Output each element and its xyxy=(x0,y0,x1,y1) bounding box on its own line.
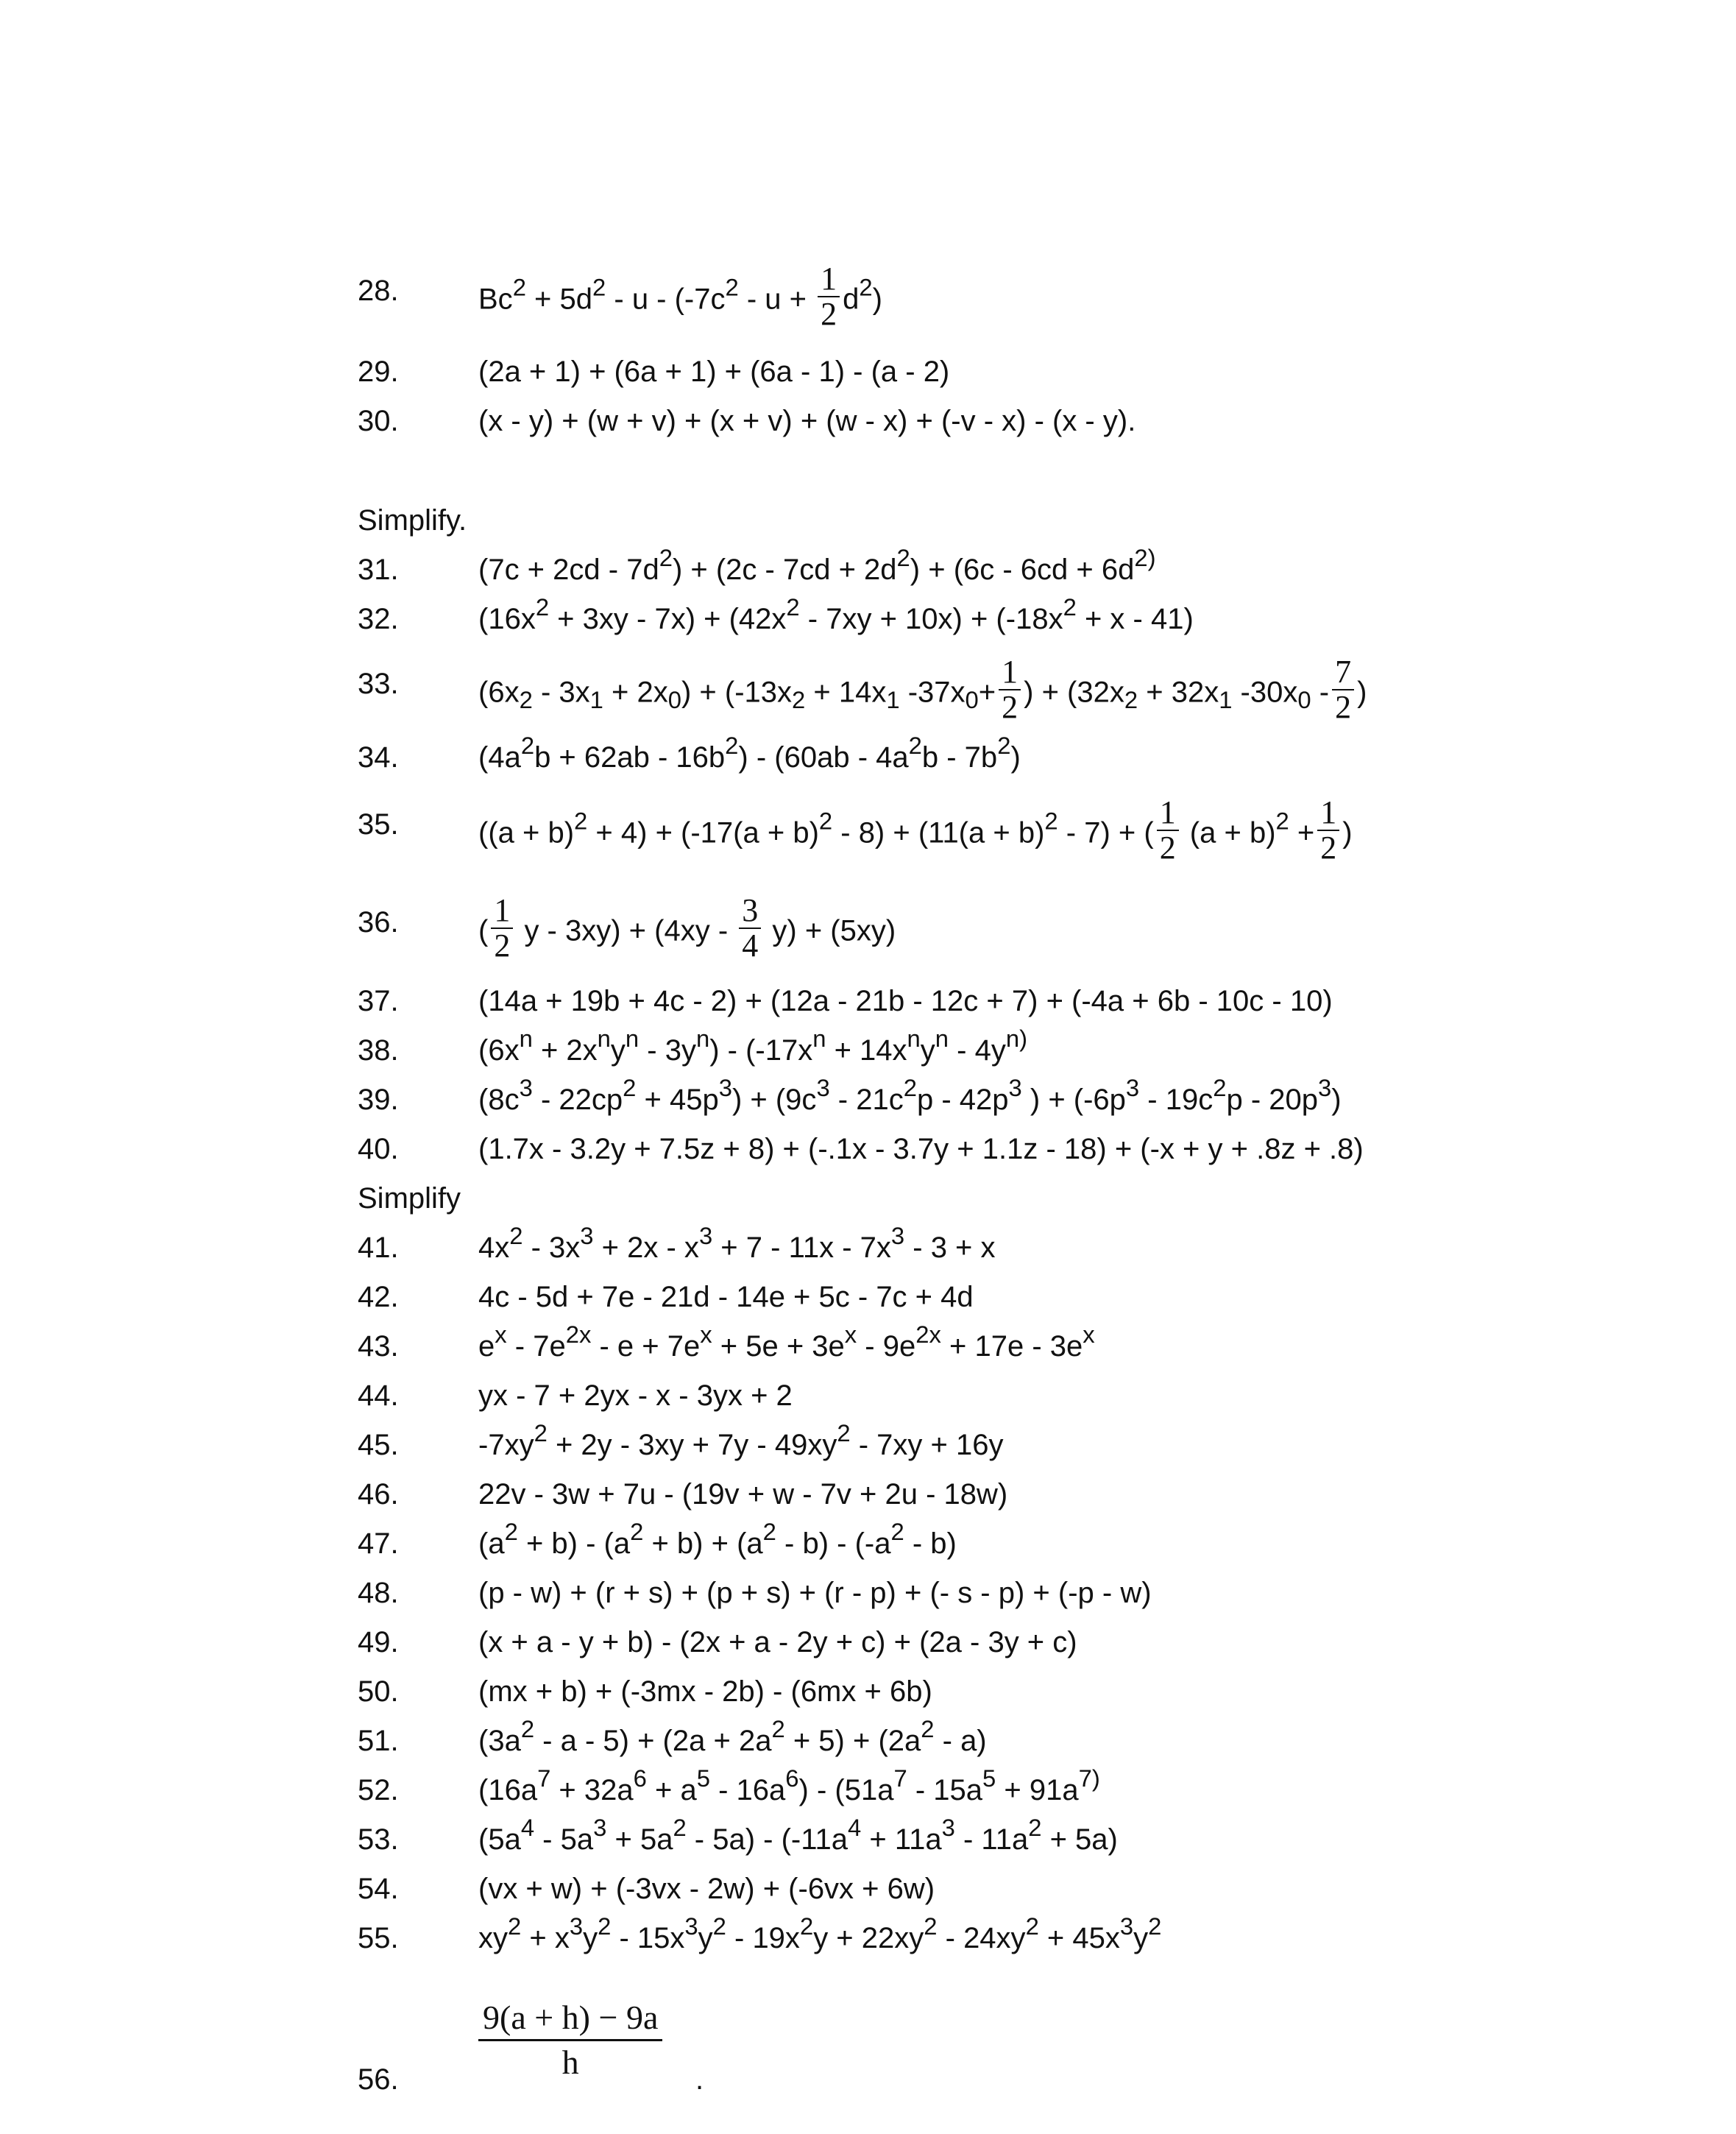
problem-41 xyxy=(0,1223,1736,1272)
problem-number: 32. xyxy=(358,603,399,635)
problem-number: 30. xyxy=(358,405,399,437)
problem-expression: (vx + w) + (-3vx - 2w) + (-6vx + 6w) xyxy=(478,1873,935,1905)
section-heading: Simplify. xyxy=(358,504,467,537)
problem-expression: $Bc^2 + 5d^2 - u - (-7c^2 - u$ + $\frac{1}{2}$ $d^2$) xyxy=(478,261,882,332)
problem-expression: 22v - 3w + 7u - (19v + w - 7v + 2u - 18w) xyxy=(478,1478,1008,1511)
difference-quotient-fraction xyxy=(478,1996,662,2084)
problem-expression: (mx + b) + (-3mx - 2b) - (6mx + 6b) xyxy=(478,1675,932,1708)
problem-47 xyxy=(0,1519,1736,1568)
problem-expression: $(16a^7 + 32a^6 + a^5 - 16a^6) - (51a^7 - 15a^5 + 91a^{7)}$ xyxy=(478,1764,1100,1806)
problem-expression: $-7xy^2 + 2y - 3xy + 7y - 49xy^2 - 7xy + 16y$ xyxy=(478,1418,1004,1461)
problem-42 xyxy=(0,1273,1736,1321)
fraction-denominator: h xyxy=(561,2043,579,2081)
problem-expression: $(7c + 2cd - 7d^2) + (2c - 7cd + 2d^2) + (6c - 6cd + 6d^{2)}$ xyxy=(478,543,1156,586)
problem-number: 50. xyxy=(358,1675,399,1708)
problem-52 xyxy=(0,1766,1736,1815)
problem-32 xyxy=(0,595,1736,643)
problem-46 xyxy=(0,1470,1736,1519)
problem-number: 46. xyxy=(358,1478,399,1511)
problem-number: 43. xyxy=(358,1330,399,1363)
problem-expression: $(a^2 + b) - (a^2 + b) + (a^2 - b) - (-a^2 - b)$ xyxy=(478,1517,957,1560)
problem-37 xyxy=(0,977,1736,1025)
problem-49 xyxy=(0,1618,1736,1667)
problem-number: 31. xyxy=(358,554,399,586)
problem-expression: $e^x - 7e^{2x} - e + 7e^x + 5e + 3e^x - 9e^{2x} + 17e - 3e^x$ xyxy=(478,1320,1095,1363)
trailing-period: . xyxy=(695,2063,704,2096)
problem-30 xyxy=(0,397,1736,445)
problem-expression: (p - w) + (r + s) + (p + s) + (r - p) + (- s - p) + (-p - w) xyxy=(478,1577,1152,1609)
problem-number: 42. xyxy=(358,1281,399,1313)
problem-number: 45. xyxy=(358,1429,399,1461)
problem-29 xyxy=(0,347,1736,396)
problem-56 xyxy=(0,2055,1736,2104)
problem-45 xyxy=(0,1418,1736,1469)
problem-38 xyxy=(0,1026,1736,1075)
problem-48 xyxy=(0,1569,1736,1617)
problem-expression: $(16x^2 + 3xy - 7x) + (42x^2 - 7xy + 10x) + (-18x^2 + x - 41)$ xyxy=(478,593,1194,635)
problem-expression: $(8c^3 - 22cp^2 + 45p^3) + (9c^3 - 21c^2p - 42p^3$ ) + $(-6p^3 - 19c^2p - 20p^3)$ xyxy=(478,1073,1342,1116)
problem-expression: $4x^2 - 3x^3 + 2x - x^3 + 7 - 11x - 7x^3 - 3 + x$ xyxy=(478,1221,996,1264)
fraction: $\frac{1}{2}$ xyxy=(1157,796,1179,865)
problem-34 xyxy=(0,733,1736,782)
problem-expression: (x + a - y + b) - (2x + a - 2y + c) + (2a - 3y + c) xyxy=(478,1626,1077,1658)
problem-expression: $(4a^2b + 62ab - 16b^2) - (60ab - 4a^2b - 7b^2)$ xyxy=(478,731,1021,774)
problem-number: 53. xyxy=(358,1823,399,1856)
problem-44 xyxy=(0,1371,1736,1420)
problem-number: 40. xyxy=(358,1133,399,1165)
problem-number: 41. xyxy=(358,1232,399,1264)
problem-40 xyxy=(0,1125,1736,1173)
problem-31 xyxy=(0,545,1736,594)
problem-expression: ( $\frac{1}{2}$ y - 3xy) + (4xy - $\frac{3}{4}$ y) + (5xy) xyxy=(478,892,896,964)
problem-53 xyxy=(0,1815,1736,1864)
fraction: $\frac{7}{2}$ xyxy=(1332,655,1354,724)
fraction: $\frac{3}{4}$ xyxy=(739,894,761,963)
problem-expression: (14a + 19b + 4c - 2) + (12a - 21b - 12c + 7) + (-4a + 6b - 10c - 10) xyxy=(478,985,1333,1017)
problem-33 xyxy=(0,654,1736,725)
fraction: $\frac{1}{2}$ xyxy=(1317,796,1339,865)
problem-number: 37. xyxy=(358,985,399,1017)
problem-number: 47. xyxy=(358,1527,399,1560)
fraction-numerator: 9(a + h) − 9a xyxy=(478,1996,662,2041)
problem-number: 54. xyxy=(358,1873,399,1905)
problem-35 xyxy=(0,794,1736,866)
problem-36 xyxy=(0,892,1736,964)
problem-51 xyxy=(0,1714,1736,1765)
section-heading: Simplify xyxy=(358,1182,461,1215)
problem-55 xyxy=(0,1914,1736,1962)
problem-expression: $xy^2 + x^3y^2 - 15x^3y^2 - 19x^2y + 22xy^2 - 24xy^2 + 45x^3y^2$ xyxy=(478,1912,1162,1954)
problem-number: 51. xyxy=(358,1725,399,1757)
problem-number: 38. xyxy=(358,1034,399,1067)
problem-number: 52. xyxy=(358,1774,399,1806)
problem-expression: $(6x^n + 2x^ny^n - 3y^n) - (-17x^n + 14x^ny^n - 4y^{n)}$ xyxy=(478,1024,1028,1067)
problem-54 xyxy=(0,1865,1736,1913)
problem-number: 39. xyxy=(358,1084,399,1116)
problem-expression: (1.7x - 3.2y + 7.5z + 8) + (-.1x - 3.7y + 1.1z - 18) + (-x + y + .8z + .8) xyxy=(478,1133,1364,1165)
problem-number: 44. xyxy=(358,1379,399,1412)
problem-expression: $((a + b)^2 + 4) + (-17(a + b)^2 - 8) + (11(a + b)^2 - 7)$ + ( $\frac{1}{2}$ $(a + b)^2$ + $\frac{1}{2}$ ) xyxy=(478,794,1353,866)
problem-expression: 4c - 5d + 7e - 21d - 14e + 5c - 7c + 4d xyxy=(478,1281,974,1313)
problem-number: 33. xyxy=(358,668,399,700)
problem-expression: (2a + 1) + (6a + 1) + (6a - 1) - (a - 2) xyxy=(478,356,950,388)
problem-expression: (x - y) + (w + v) + (x + v) + (w - x) + (-v - x) - (x - y). xyxy=(478,405,1136,437)
problem-number: 29. xyxy=(358,356,399,388)
problem-number: 48. xyxy=(358,1577,399,1609)
problem-number: 56. xyxy=(358,2063,399,2096)
problem-number: 35. xyxy=(358,808,399,841)
problem-50 xyxy=(0,1667,1736,1716)
problem-expression: $(5a^4 - 5a^3 + 5a^2 - 5a) - (-11a^4 + 11a^3 - 11a^2 + 5a)$ xyxy=(478,1813,1118,1856)
fraction: $\frac{1}{2}$ xyxy=(999,655,1021,724)
fraction: $\frac{1}{2}$ xyxy=(491,894,513,963)
problem-number: 36. xyxy=(358,906,399,939)
problem-39 xyxy=(0,1075,1736,1124)
problem-expression: yx - 7 + 2yx - x - 3yx + 2 xyxy=(478,1379,793,1412)
problem-43 xyxy=(0,1322,1736,1371)
problem-expression: $(6x_2 - 3x_1 + 2x_0) + (-13x_2 + 14x_1$ $-37x_0+$ $\frac{1}{2}$ ) + ($32x_2 + 32x_1$ $-30x_0$ - $\frac{7}{2}$ ) xyxy=(478,654,1367,725)
problem-number: 55. xyxy=(358,1922,399,1954)
fraction: $\frac{1}{2}$ xyxy=(818,262,840,331)
problem-number: 34. xyxy=(358,741,399,774)
problem-28 xyxy=(0,261,1736,332)
problem-number: 28. xyxy=(358,275,399,307)
problem-number: 49. xyxy=(358,1626,399,1658)
problem-expression: $(3a^2 - a - 5) + (2a + 2a^2 + 5) + (2a^2 - a)$ xyxy=(478,1714,987,1757)
